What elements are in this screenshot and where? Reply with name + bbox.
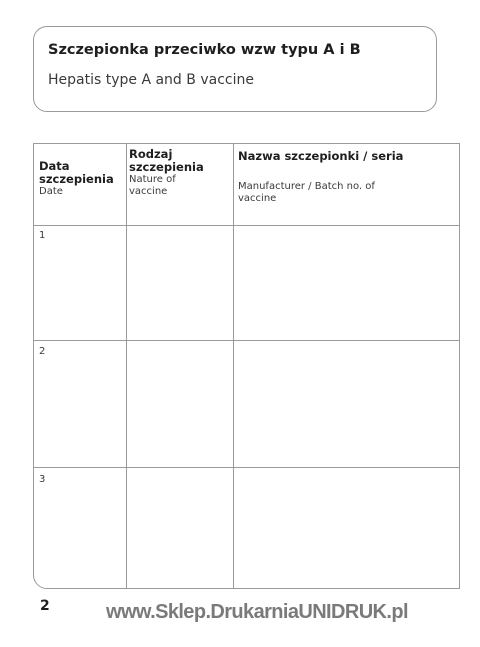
column-divider bbox=[126, 144, 127, 588]
header-divider bbox=[34, 225, 459, 226]
footer-url[interactable]: www.Sklep.DrukarniaUNIDRUK.pl bbox=[106, 601, 408, 623]
column-divider bbox=[233, 144, 234, 588]
header-manufacturer-polish: Nazwa szczepionki / seria bbox=[238, 149, 404, 163]
header-nature bbox=[129, 148, 229, 198]
row-number: 2 bbox=[39, 346, 46, 357]
page-number: 2 bbox=[40, 598, 50, 614]
title-english: Hepatis type A and B vaccine bbox=[48, 72, 254, 88]
header-date-polish: Data szczepienia bbox=[39, 159, 114, 186]
header-date bbox=[39, 160, 125, 198]
row-divider bbox=[34, 340, 459, 341]
header-nature-polish: Rodzaj szczepienia bbox=[129, 147, 204, 174]
vaccination-record-table bbox=[33, 143, 460, 589]
title-polish: Szczepionka przeciwko wzw typu A i B bbox=[48, 42, 361, 58]
header-date-english: Date bbox=[39, 186, 63, 197]
header-manufacturer-english: Manufacturer / Batch no. of vaccine bbox=[238, 181, 375, 204]
row-number: 3 bbox=[39, 474, 46, 485]
header-manufacturer bbox=[238, 150, 458, 205]
header-nature-english: Nature of vaccine bbox=[129, 174, 176, 197]
row-divider bbox=[34, 467, 459, 468]
title-box bbox=[33, 26, 437, 112]
row-number: 1 bbox=[39, 230, 46, 241]
